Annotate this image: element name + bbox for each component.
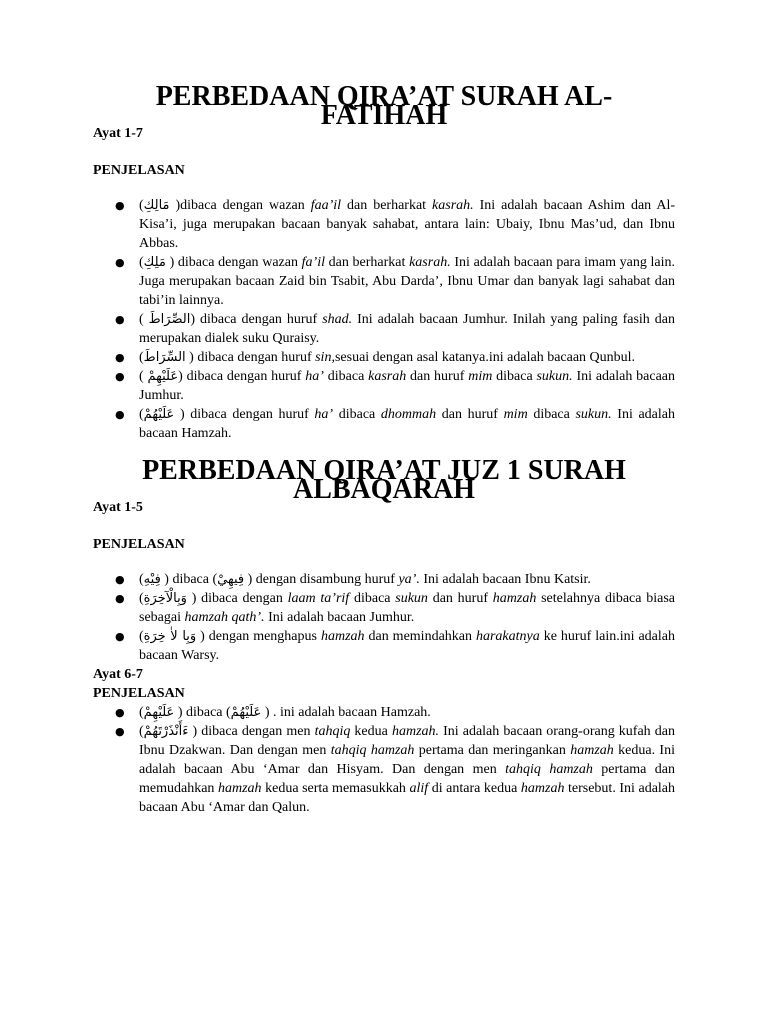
arabic-term: عَلَيْهُمْ: [143, 407, 175, 422]
arabic-term: فِيهِيْ: [217, 572, 245, 587]
list-item: [93, 367, 675, 405]
italic-term: kasrah: [368, 369, 407, 384]
bullet-icon: ●: [115, 592, 125, 605]
arabic-term: الصِّرَاطَ: [148, 312, 191, 327]
bullet-icon: ●: [115, 573, 125, 586]
list-item: [93, 310, 675, 348]
bullet-icon: ●: [115, 256, 125, 269]
text-run: dibaca: [527, 407, 576, 422]
section-2-penjelasan-heading-b: PENJELASAN: [93, 686, 185, 701]
text-run: dibaca: [333, 407, 381, 422]
italic-term: hamzah: [492, 591, 537, 606]
arabic-term: ءَأَنْذَرْتَهُمْ: [143, 724, 189, 739]
text-run: (: [139, 198, 144, 213]
italic-term: ya’.: [398, 572, 420, 587]
text-run: dibaca: [349, 591, 396, 606]
text-run: (: [139, 629, 144, 644]
text-run: ) dibaca (: [160, 572, 218, 587]
text-run: ) dengan menghapus: [196, 629, 321, 644]
text-run: Ini adalah bacaan Ashim dan Al-Kisa’i, juga merupakan bacaan banyak sahabat, antara lain: Ubaiy, Ibnu Mas’ud, dan Ibnu Abbas.: [139, 198, 676, 251]
text-run: ) dibaca dengan: [186, 591, 288, 606]
text-run: ) dengan disambung huruf: [244, 572, 399, 587]
arabic-term: عَلَيْهِمْ: [143, 705, 175, 720]
text-run: Ini adalah bacaan Hamzah.: [139, 407, 676, 441]
italic-term: ha’: [305, 369, 324, 384]
italic-term: ha’: [314, 407, 334, 422]
italic-term: fa’il: [301, 255, 325, 270]
bullet-icon: ●: [115, 725, 125, 738]
italic-term: hamzah.: [391, 724, 440, 739]
text-run: di antara kedua: [428, 781, 521, 796]
text-run: Ini adalah bacaan Jumhur.: [139, 369, 676, 403]
text-run: Ini adalah bacaan Jumhur.: [264, 610, 415, 625]
italic-term: mim: [503, 407, 528, 422]
text-run: ) dibaca (: [174, 705, 231, 720]
text-run: Ini adalah bacaan para imam yang lain. Juga merupakan bacaan Zaid bin Tsabit, Abu Darda’, Ibnu Umar dan banyak lagi sahabat dan tabi’in lainnya.: [139, 255, 676, 308]
italic-term: laam ta’rif: [287, 591, 350, 606]
text-run: ) dibaca dengan huruf: [185, 350, 316, 365]
italic-term: sukun.: [536, 369, 573, 384]
italic-term: harakatnya: [475, 629, 540, 644]
section-1-penjelasan-heading: PENJELASAN: [93, 163, 185, 178]
text-run: dan huruf: [427, 591, 493, 606]
text-run: pertama dan memudahkan: [139, 762, 676, 796]
text-run: ) dibaca dengan huruf: [190, 312, 323, 327]
italic-term: hamzah: [217, 781, 262, 796]
bullet-icon: ●: [115, 313, 125, 326]
italic-term: sukun: [395, 591, 428, 606]
italic-term: mim: [468, 369, 493, 384]
italic-term: hamzah qath’.: [184, 610, 265, 625]
list-item: [93, 570, 675, 589]
section-1-ayat-heading: Ayat 1-7: [93, 126, 143, 141]
list-item: [93, 253, 675, 310]
text-run: kedua serta memasukkah: [261, 781, 410, 796]
list-item: [93, 703, 675, 722]
text-run: dibaca: [492, 369, 537, 384]
italic-term: hamzah: [320, 629, 365, 644]
text-run: dan berharkat: [341, 198, 433, 213]
text-run: dan berharkat: [324, 255, 410, 270]
text-run: ke huruf lain.ini adalah bacaan Warsy.: [139, 629, 676, 663]
arabic-term: فِيْهِ: [143, 572, 161, 587]
italic-term: tahqiq hamzah: [505, 762, 593, 777]
section-2-ayat-1-5-heading: Ayat 1-5: [93, 500, 143, 515]
text-run: (: [139, 724, 144, 739]
text-run: (: [139, 591, 144, 606]
text-run: )dibaca dengan wazan: [169, 198, 311, 213]
text-run: kedua: [350, 724, 392, 739]
list-item: [93, 589, 675, 627]
section-2-bullet-list-a: [93, 570, 675, 665]
text-run: dibaca: [323, 369, 369, 384]
document-body: [93, 81, 676, 817]
italic-term: shad.: [322, 312, 353, 327]
arabic-term: مَلِكِ: [143, 255, 166, 270]
italic-term: sukun.: [575, 407, 612, 422]
italic-term: sin,: [315, 350, 335, 365]
arabic-term: عَلَيْهُمْ: [230, 705, 262, 720]
text-run: Ini adalah bacaan Jumhur. Inilah yang paling fasih dan merupakan dialek suku Quraisy.: [139, 312, 675, 346]
text-run: setelahnya dibaca biasa sebagai: [139, 591, 675, 625]
text-run: dan huruf: [436, 407, 504, 422]
italic-term: hamzah: [520, 781, 565, 796]
text-run: dan memindahkan: [364, 629, 476, 644]
italic-term: dhommah: [380, 407, 437, 422]
section-2-ayat-6-7-heading: Ayat 6-7: [93, 667, 143, 682]
text-run: ) . ini adalah bacaan Hamzah.: [261, 705, 431, 720]
list-item: [93, 405, 675, 443]
section-2-title: PERBEDAAN QIRA’AT JUZ 1 SURAH ALBAQARAH: [142, 455, 626, 505]
section-1-title: PERBEDAAN QIRA’AT SURAH AL-FATIHAH: [155, 81, 613, 131]
text-run: ) dibaca dengan huruf: [174, 407, 315, 422]
text-run: tersebut. Ini adalah bacaan Abu ‘Amar dan Qalun.: [139, 781, 676, 815]
section-1-bullet-list: [93, 196, 675, 443]
bullet-icon: ●: [115, 706, 125, 719]
text-run: kedua. Ini adalah bacaan Abu ‘Amar dan Hisyam. Dan dengan men: [139, 743, 675, 777]
list-item: [93, 196, 675, 253]
section-2-bullet-list-b: [93, 703, 675, 817]
italic-term: kasrah.: [409, 255, 451, 270]
italic-term: tahqiq: [314, 724, 351, 739]
list-item: [93, 722, 675, 817]
text-run: (: [139, 255, 144, 270]
text-run: (: [139, 312, 149, 327]
text-run: ) dibaca dengan men: [188, 724, 315, 739]
arabic-term: عَلَيْهِمْ: [147, 369, 179, 384]
text-run: Ini adalah bacaan Ibnu Katsir.: [419, 572, 591, 587]
italic-term: alif: [409, 781, 429, 796]
bullet-icon: ●: [115, 351, 125, 364]
text-run: (: [139, 407, 144, 422]
text-run: dan huruf: [406, 369, 469, 384]
text-run: ) dibaca dengan huruf: [178, 369, 306, 384]
arabic-term: وَبِالْآخِرَةِ: [143, 591, 187, 606]
text-run: (: [139, 350, 144, 365]
section-2-penjelasan-heading-a: PENJELASAN: [93, 537, 185, 552]
italic-term: tahqiq hamzah: [330, 743, 415, 758]
text-run: ) dibaca dengan wazan: [165, 255, 302, 270]
text-run: pertama dan meringankan: [414, 743, 571, 758]
bullet-icon: ●: [115, 408, 125, 421]
arabic-term: مَالِكِ: [143, 198, 170, 213]
list-item: [93, 627, 675, 665]
bullet-icon: ●: [115, 370, 125, 383]
bullet-icon: ●: [115, 630, 125, 643]
italic-term: faa’il: [310, 198, 342, 213]
list-item: [93, 348, 675, 367]
text-run: (: [139, 705, 144, 720]
arabic-term: السِّرَاطَ: [143, 350, 186, 365]
italic-term: hamzah: [570, 743, 614, 758]
arabic-term: وَبِا لاٰ خِرَةِ: [143, 629, 197, 644]
text-run: (: [139, 369, 148, 384]
italic-term: kasrah.: [432, 198, 474, 213]
text-run: sesuai dengan asal katanya.ini adalah bacaan Qunbul.: [334, 350, 636, 365]
text-run: (: [139, 572, 144, 587]
text-run: Ini adalah bacaan orang-orang kufah dan Ibnu Dzakwan. Dan dengan men: [139, 724, 675, 758]
bullet-icon: ●: [115, 199, 125, 212]
